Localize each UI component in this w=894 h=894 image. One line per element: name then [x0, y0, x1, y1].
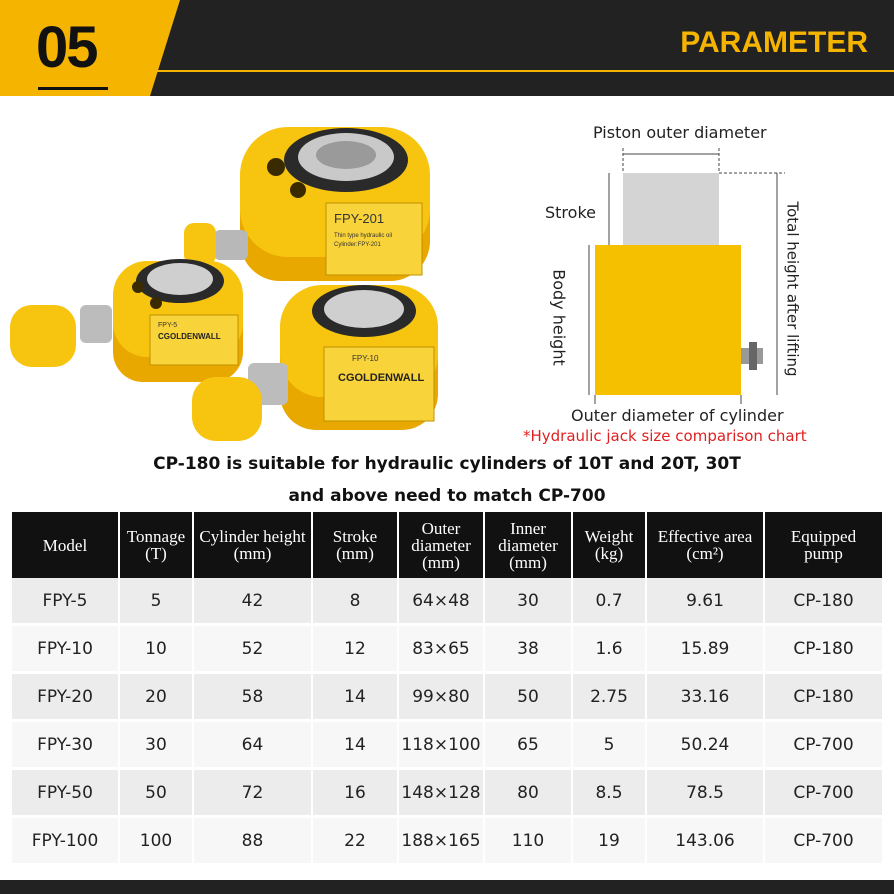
column-header-label: Weight	[584, 527, 634, 546]
table-cell: 58	[193, 673, 312, 721]
column-header	[12, 512, 119, 578]
jack-small	[10, 259, 243, 382]
column-header-label: Equipped	[790, 527, 857, 546]
section-number: 05	[36, 15, 97, 80]
table-cell: 88	[193, 817, 312, 865]
table-cell: 33.16	[646, 673, 764, 721]
table-cell: FPY-5	[12, 578, 119, 625]
section-header	[0, 0, 894, 96]
table-cell: 15.89	[646, 625, 764, 673]
table-cell: 5	[119, 578, 193, 625]
table-cell: 16	[312, 769, 398, 817]
table-row	[12, 769, 882, 817]
column-header	[193, 512, 312, 578]
table-cell: 80	[484, 769, 572, 817]
table-cell: 8	[312, 578, 398, 625]
column-header	[312, 512, 398, 578]
table-cell: FPY-100	[12, 817, 119, 865]
table-cell: 22	[312, 817, 398, 865]
table-cell: FPY-50	[12, 769, 119, 817]
column-header-label: Cylinder height	[199, 527, 306, 546]
table-cell: FPY-20	[12, 673, 119, 721]
jack-small-model-label: FPY-5	[158, 322, 178, 329]
table-cell: 8.5	[572, 769, 646, 817]
section-number-underline	[38, 87, 108, 90]
table-cell: 50	[484, 673, 572, 721]
column-header	[646, 512, 764, 578]
table-cell: 143.06	[646, 817, 764, 865]
column-header-unit: (mm)	[336, 544, 374, 563]
jack-small-brand-label: CGOLDENWALL	[158, 332, 221, 341]
jack-large-subtitle-label: Thin type hydraulic oil	[334, 233, 393, 239]
column-header	[484, 512, 572, 578]
piston-outer-diameter-label: Piston outer diameter	[593, 123, 767, 142]
table-cell: 100	[119, 817, 193, 865]
column-header	[764, 512, 882, 578]
table-cell: 50	[119, 769, 193, 817]
column-header-unit: (mm)	[509, 552, 547, 572]
column-header	[119, 512, 193, 578]
jack-large	[184, 127, 430, 281]
table-cell: 83×65	[398, 625, 484, 673]
column-header-unit: (mm)	[233, 544, 272, 563]
column-header	[398, 512, 484, 578]
table-cell: CP-180	[764, 625, 882, 673]
table-cell: 188×165	[398, 817, 484, 865]
table-cell: 30	[119, 721, 193, 769]
column-header-label: Stroke	[332, 527, 378, 546]
table-cell: 14	[312, 673, 398, 721]
table-cell: 38	[484, 625, 572, 673]
table-cell: FPY-10	[12, 625, 119, 673]
table-row	[12, 625, 882, 673]
column-header-unit: (mm)	[422, 552, 460, 572]
outer-diameter-label: Outer diameter of cylinder	[571, 406, 784, 425]
table-cell: 148×128	[398, 769, 484, 817]
column-header-unit: (T)	[145, 544, 167, 563]
table-cell: CP-180	[764, 673, 882, 721]
jack-middle-model-label: FPY-10	[352, 354, 379, 363]
section-title: PARAMETER	[680, 26, 868, 59]
column-header-label: Inner diameter	[498, 518, 558, 555]
table-cell: 118×100	[398, 721, 484, 769]
product-photo	[8, 115, 448, 455]
table-cell: FPY-30	[12, 721, 119, 769]
table-cell: 5	[572, 721, 646, 769]
jack-large-model-label: FPY-201	[334, 211, 385, 226]
table-cell: 52	[193, 625, 312, 673]
size-diagram	[515, 118, 875, 448]
table-cell: CP-700	[764, 721, 882, 769]
table-cell: 64×48	[398, 578, 484, 625]
table-cell: 1.6	[572, 625, 646, 673]
column-header-label: Tonnage	[126, 527, 186, 546]
total-height-label: Total height after lifting	[783, 201, 802, 377]
table-cell: 2.75	[572, 673, 646, 721]
header-accent-line	[150, 70, 894, 72]
jack-middle-brand-label: CGOLDENWALL	[338, 372, 425, 384]
table-cell: 14	[312, 721, 398, 769]
jack-large-cylinder-label: Cylinder:FPY-201	[334, 242, 381, 248]
pump-note-line1: CP-180 is suitable for hydraulic cylinders of 10T and 20T, 30T	[153, 454, 741, 474]
column-header-label: Model	[42, 535, 88, 555]
table-cell: CP-700	[764, 817, 882, 865]
table-cell: 30	[484, 578, 572, 625]
body-height-label: Body height	[549, 269, 569, 366]
column-header-unit: pump	[804, 544, 843, 563]
table-cell: 10	[119, 625, 193, 673]
size-diagram-drawing	[515, 118, 875, 448]
pump-note-line2: and above need to match CP-700	[288, 486, 606, 506]
table-cell: CP-700	[764, 769, 882, 817]
table-cell: 9.61	[646, 578, 764, 625]
table-cell: 42	[193, 578, 312, 625]
table-cell: 19	[572, 817, 646, 865]
column-header-unit: (kg)	[594, 544, 624, 563]
table-cell: 0.7	[572, 578, 646, 625]
table-cell: 78.5	[646, 769, 764, 817]
table-cell: 20	[119, 673, 193, 721]
table-row	[12, 817, 882, 865]
table-row	[12, 673, 882, 721]
table-cell: 65	[484, 721, 572, 769]
column-header-label: Outer diameter	[411, 518, 471, 555]
stroke-label: Stroke	[545, 203, 596, 222]
spec-table	[12, 512, 882, 866]
table-row	[12, 578, 882, 625]
table-header-row	[12, 512, 882, 578]
table-cell: 72	[193, 769, 312, 817]
table-cell: 50.24	[646, 721, 764, 769]
footer-bar	[0, 880, 894, 894]
table-row	[12, 721, 882, 769]
table-cell: 64	[193, 721, 312, 769]
diagram-caption: *Hydraulic jack size comparison chart	[523, 427, 807, 445]
table-cell: 110	[484, 817, 572, 865]
table-cell: CP-180	[764, 578, 882, 625]
column-header	[572, 512, 646, 578]
column-header-label: Effective area (cm²)	[657, 527, 753, 563]
table-cell: 12	[312, 625, 398, 673]
table-cell: 99×80	[398, 673, 484, 721]
